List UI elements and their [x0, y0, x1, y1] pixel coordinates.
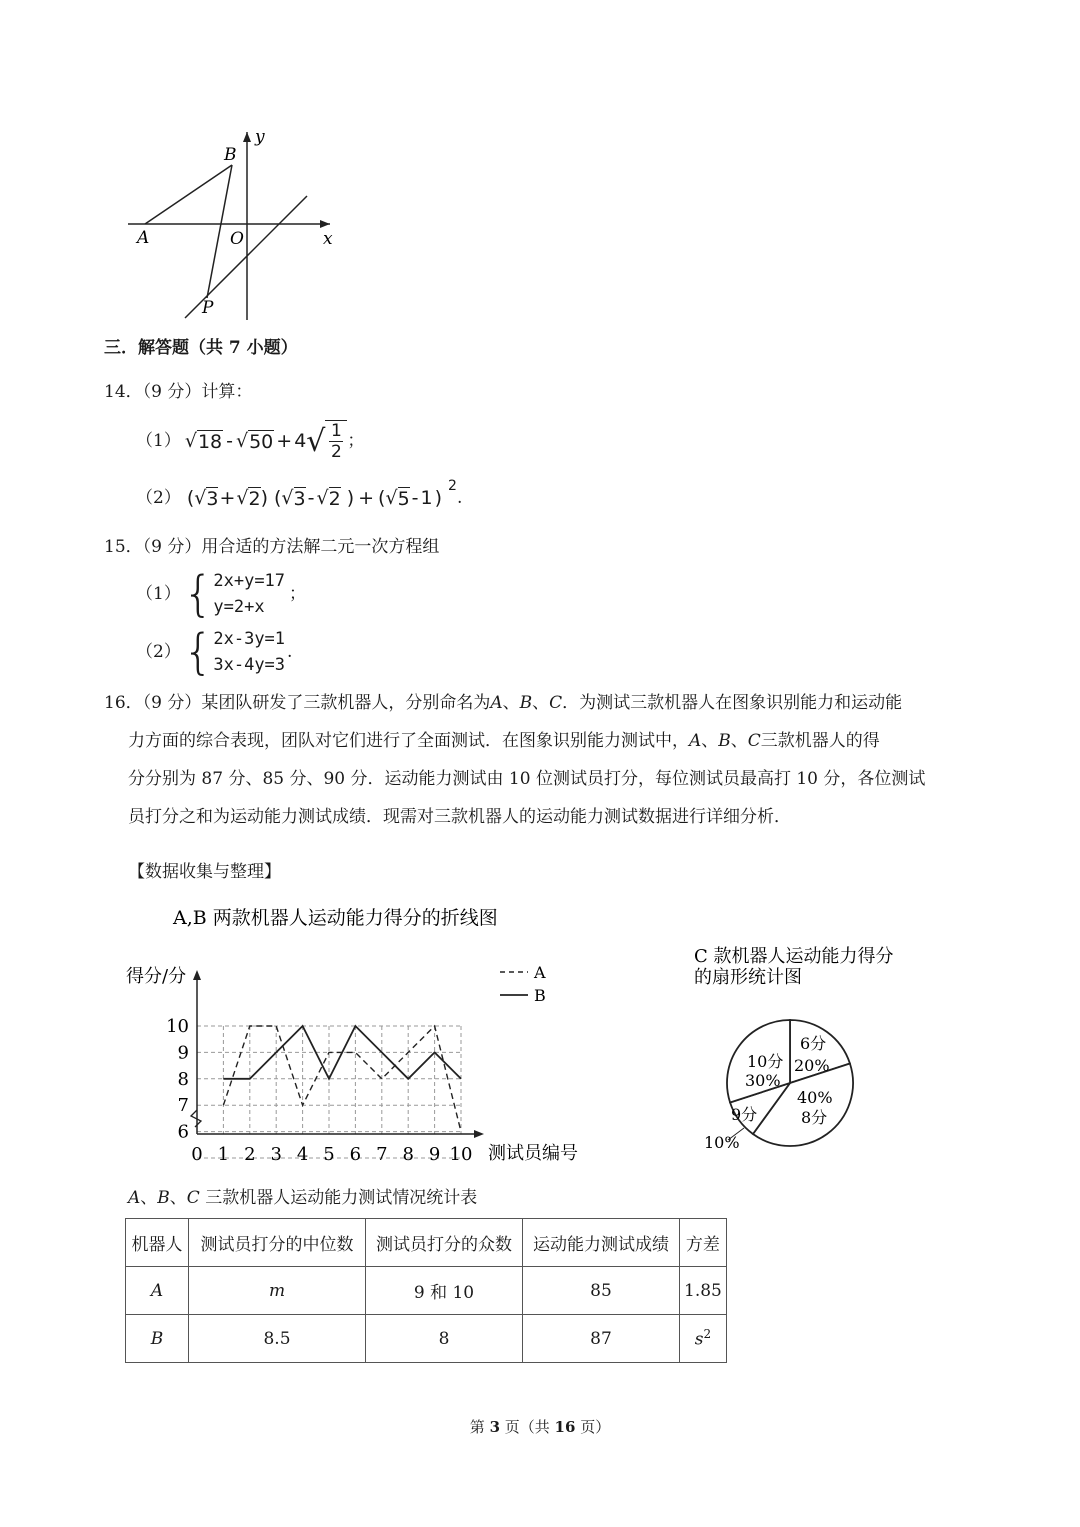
equation-system: [213, 626, 285, 678]
robot-C: C: [549, 693, 563, 713]
equation-1: 2x+y=17: [213, 571, 286, 591]
label-B: B: [224, 145, 237, 165]
q14-header: 14．（9 分）计算：: [104, 382, 253, 402]
label-O: O: [230, 229, 244, 249]
subheading-data-collection: 【数据收集与整理】: [128, 862, 281, 882]
series-line-A: [223, 1026, 461, 1132]
system-brace: {: [182, 566, 214, 622]
q16-line-1: [104, 684, 984, 722]
total-pages: 16: [554, 1418, 576, 1436]
robot-B: B: [519, 693, 533, 713]
series: [223, 1026, 461, 1132]
sqrt-sign: √: [236, 487, 249, 509]
cell-variance: [680, 1315, 727, 1363]
label-P: P: [202, 298, 214, 318]
header-cell: 运动能力测试成绩: [523, 1219, 680, 1267]
q16-line-2: [104, 722, 984, 760]
text: 16．（9 分）某团队研发了三款机器人，分别命名为: [104, 693, 491, 713]
y-tick-label: 6: [177, 1121, 189, 1143]
slice-10-name: 10分: [747, 1052, 784, 1071]
q15-part2-end: .: [287, 641, 293, 662]
sqrt-sign: √: [281, 487, 294, 509]
slice-8-percent: 40%: [797, 1088, 833, 1107]
open-paren: (: [378, 487, 386, 509]
segment-BP: [207, 165, 232, 298]
cell-mode: 9 和 10: [366, 1267, 523, 1315]
x-tick-label: 3: [270, 1144, 282, 1165]
x-axis-label: 测试员编号: [488, 1143, 578, 1164]
slice-8-name: 8分: [801, 1108, 828, 1127]
separator: 、: [502, 693, 520, 713]
table-row: [126, 1267, 727, 1315]
minus-sign: -: [226, 430, 233, 452]
header-cell: 机器人: [126, 1219, 189, 1267]
x-tick-label: 9: [428, 1144, 441, 1165]
footer-text: 第: [469, 1418, 490, 1436]
x-tick-label: 1: [217, 1144, 230, 1165]
cell-score: 87: [523, 1315, 680, 1363]
cell-median: m: [189, 1267, 366, 1315]
sqrt-sign: √: [316, 487, 329, 509]
y-tick-label: 8: [177, 1068, 189, 1090]
legend-label-B: B: [534, 986, 546, 1005]
q14-part2-end: .: [456, 487, 463, 508]
y-ticks: [166, 1016, 189, 1143]
x-tick-label: 8: [402, 1144, 414, 1165]
sqrt-sign: √: [306, 423, 326, 459]
q15-part1-number: （1）: [136, 583, 181, 604]
constant-1: 1: [420, 487, 433, 509]
robot-C: C: [747, 731, 761, 751]
close-paren: ): [346, 487, 355, 509]
q15-header: 15．（9 分）用合适的方法解二元一次方程组: [104, 537, 440, 557]
close-paren: ): [434, 487, 443, 509]
fraction-numerator: 1: [331, 421, 342, 441]
cell-robot: B: [126, 1315, 189, 1363]
fraction-one-half: [325, 420, 347, 462]
radicand-18: 18: [197, 430, 223, 453]
radicand-2: 2: [248, 487, 261, 510]
q15-part2-number: （2）: [136, 641, 181, 662]
footer-text: 页（共: [500, 1418, 555, 1436]
sqrt-sign: √: [194, 487, 207, 509]
page-number: 3: [489, 1418, 500, 1436]
slice-label-10: [745, 1052, 783, 1090]
minus-sign: -: [307, 487, 315, 509]
axis-break-mark: [191, 1110, 201, 1127]
axes: [191, 970, 484, 1138]
line-chart: [118, 898, 608, 1173]
x-ticks: [191, 1144, 472, 1165]
coefficient-4: 4: [294, 430, 307, 452]
x-tick-label: 10: [449, 1144, 473, 1165]
y-axis-arrow: [193, 970, 201, 980]
variance-symbol: s: [694, 1329, 704, 1350]
y-axis-arrow: [243, 132, 251, 142]
cell-mode: 8: [366, 1315, 523, 1363]
plus-sign: +: [219, 487, 236, 509]
header-cell: 方差: [680, 1219, 727, 1267]
q14-part1-number: （1）: [136, 430, 181, 451]
plus-sign: +: [276, 430, 293, 452]
q15-part2: [136, 624, 292, 680]
q14-part1: [136, 416, 364, 466]
x-tick-label: 2: [244, 1144, 256, 1165]
y-axis-label: 得分/分: [126, 966, 187, 987]
slice-6-percent: 20%: [794, 1056, 830, 1075]
sqrt-sign: √: [184, 430, 197, 452]
cell-variance: 1.85: [680, 1267, 727, 1315]
pie-title-line-2: 的扇形统计图: [694, 967, 802, 988]
table-row: [126, 1315, 727, 1363]
series-line-B: [223, 1026, 461, 1079]
slice-9-percent: 10%: [704, 1133, 740, 1152]
y-tick-label: 9: [177, 1042, 189, 1064]
caption-text: 三款机器人运动能力测试情况统计表: [199, 1188, 478, 1208]
separator: 、: [730, 731, 748, 751]
pie-title-line-1: C 款机器人运动能力得分: [694, 946, 894, 967]
x-tick-label: 4: [296, 1144, 309, 1165]
radicand-2: 2: [328, 487, 341, 510]
minus-sign: -: [411, 487, 419, 509]
x-axis-arrow: [320, 220, 330, 228]
sqrt-sign: √: [235, 430, 249, 452]
legend: [500, 963, 546, 1005]
equation-2: y=2+x: [213, 597, 265, 617]
page-footer: [0, 1416, 1080, 1437]
q14-part2: [136, 480, 462, 516]
radicand-3: 3: [293, 487, 306, 510]
footer-text: 页）: [575, 1418, 611, 1436]
y-tick-label: 7: [177, 1095, 189, 1117]
robot-A: A: [689, 731, 702, 751]
x-tick-label: 0: [191, 1144, 203, 1165]
open-paren: (: [186, 487, 195, 509]
separator: 、: [140, 1188, 158, 1208]
table-caption: [128, 1188, 477, 1208]
section-title: 三．解答题（共 7 小题）: [104, 338, 298, 358]
radicand-3: 3: [206, 487, 219, 510]
x-tick-label: 5: [323, 1144, 335, 1165]
robot-C: C: [186, 1188, 200, 1208]
label-y: y: [255, 127, 265, 147]
text: 三款机器人的得: [760, 731, 880, 751]
robot-B: B: [718, 731, 731, 751]
variance-exponent: 2: [703, 1327, 712, 1342]
grid: [197, 1026, 461, 1158]
label-A: A: [137, 228, 150, 248]
equation-2: 3x-4y=3: [213, 655, 286, 675]
x-tick-label: 7: [376, 1144, 388, 1165]
x-axis-arrow: [474, 1130, 484, 1138]
plus-sign: +: [358, 487, 375, 509]
q16-paragraph: [104, 684, 984, 836]
pie-chart: [690, 940, 920, 1165]
statistics-table: [125, 1218, 727, 1363]
q16-line-4: 员打分之和为运动能力测试成绩．现需对三款机器人的运动能力测试数据进行详细分析．: [128, 807, 791, 827]
text: 力方面的综合表现，团队对它们进行了全面测试．在图象识别能力测试中，: [128, 731, 689, 751]
segment-AB: [145, 165, 232, 224]
cell-median: 8.5: [189, 1315, 366, 1363]
text: ．为测试三款机器人在图象识别能力和运动能: [562, 693, 903, 713]
label-x: x: [323, 229, 333, 249]
y-tick-label: 10: [166, 1016, 189, 1037]
header-cell: 测试员打分的中位数: [189, 1219, 366, 1267]
equation-1: 2x-3y=1: [213, 629, 286, 649]
separator: 、: [532, 693, 550, 713]
robot-A: A: [490, 693, 503, 713]
separator: 、: [701, 731, 719, 751]
legend-label-A: A: [534, 963, 546, 982]
q15-part1-end: ；: [289, 583, 307, 604]
fraction-denominator: 2: [331, 442, 342, 462]
q14-part2-number: （2）: [136, 487, 181, 508]
radicand-5: 5: [397, 487, 410, 510]
close-paren: ): [260, 487, 268, 509]
separator: 、: [169, 1188, 187, 1208]
open-paren: (: [274, 487, 282, 509]
q15-part1: [136, 566, 306, 622]
slice-10-percent: 30%: [745, 1071, 781, 1090]
system-brace: {: [182, 624, 214, 680]
radicand-50: 50: [249, 430, 274, 453]
cell-robot: A: [126, 1267, 189, 1315]
table-header-row: [126, 1219, 727, 1267]
q14-part1-end: ；: [347, 430, 365, 451]
slice-9-name: 9分: [731, 1105, 758, 1124]
coordinate-figure: [110, 120, 350, 325]
header-cell: 测试员打分的众数: [366, 1219, 523, 1267]
robot-A: A: [128, 1188, 141, 1208]
exponent-2: 2: [448, 478, 457, 494]
equation-system: [213, 568, 285, 620]
x-tick-label: 6: [349, 1144, 362, 1165]
sqrt-sign: √: [385, 487, 398, 509]
q16-line-3: 分分别为 87 分、85 分、90 分．运动能力测试由 10 位测试员打分，每位测试员最高打 10 分，各位测试: [128, 769, 926, 789]
slice-6-name: 6分: [800, 1034, 827, 1053]
line-chart-title: A,B 两款机器人运动能力得分的折线图: [173, 907, 498, 929]
cell-score: 85: [523, 1267, 680, 1315]
robot-B: B: [157, 1188, 170, 1208]
